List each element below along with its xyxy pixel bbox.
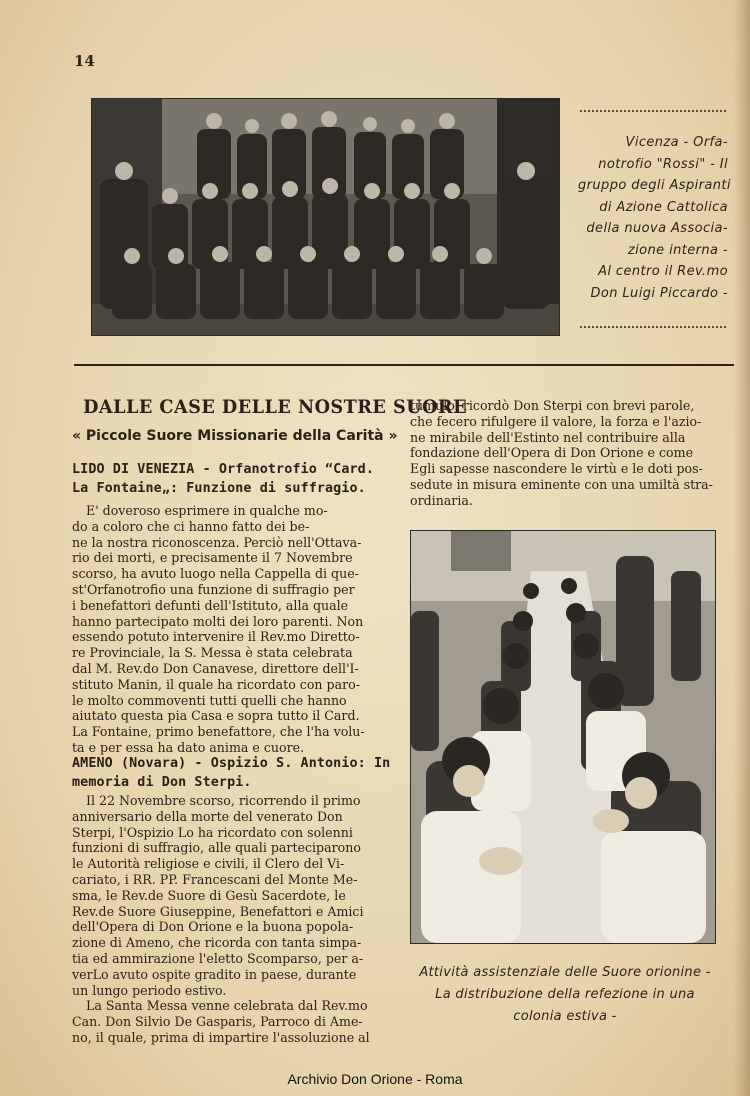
text-line: le Autorità religiose e civili, il Clero del Vi-	[72, 856, 345, 872]
meal-distribution-photo	[410, 530, 716, 944]
section-title: DALLE CASE DELLE NOSTRE SUORE	[83, 396, 468, 418]
caption-line: della nuova Associa-	[586, 221, 728, 236]
text-line: Il 22 Novembre scorso, ricorrendo il primo	[86, 793, 361, 808]
text-line: zione di Ameno, che ricorda con tanta simpa-	[72, 935, 362, 951]
text-line: Rev.de Suore Giuseppine, Benefattori e Amici	[72, 903, 364, 919]
text-line: un lungo periodo estivo.	[72, 982, 227, 998]
text-line: ne mirabile dell'Estinto nel contribuire alla	[410, 429, 686, 445]
caption-line: Vicenza - Orfa-	[625, 135, 728, 150]
text-line: st'Orfanotrofio una funzione di suffragio per	[72, 581, 355, 597]
text-line: ne la nostra riconoscenza. Perciò nell'Ottava-	[72, 534, 362, 550]
text-line: La Santa Messa venne celebrata dal Rev.mo	[86, 998, 368, 1014]
text-line: dell'Opera di Don Orione e la buona popola-	[72, 919, 354, 935]
article-heading-lido	[72, 460, 392, 498]
caption-line: La distribuzione della refezione in una	[435, 987, 695, 1002]
section-divider	[74, 364, 734, 366]
text-line: ta e per essa ha dato anima e cuore.	[72, 739, 305, 755]
group-photo-aspiranti	[91, 98, 560, 336]
caption-line: Attività assistenziale delle Suore orionine -	[419, 965, 711, 980]
text-line: sedute in misura eminente con una umiltà stra-	[410, 476, 713, 492]
heading-line: LIDO DI VENEZIA - Orfanotrofio “Card.	[72, 462, 374, 477]
caption-top-rule-upper	[580, 110, 726, 112]
heading-line: AMENO (Novara) - Ospizio S. Antonio: In	[72, 756, 391, 771]
text-line: re Provinciale, la S. Messa è stata celebrata	[72, 645, 353, 661]
heading-line: memoria di Don Sterpi.	[72, 775, 252, 790]
text-line: hanno partecipato molti dei loro parenti. Non	[72, 613, 364, 629]
text-line: La Fontaine, primo benefattore, che l'ha volu-	[72, 724, 365, 740]
text-line: tumulo, ricordò Don Sterpi con brevi parole,	[410, 398, 695, 413]
text-line: le molto commoventi tutti quelli che hanno	[72, 692, 347, 708]
caption-line: zione interna -	[627, 242, 728, 258]
archive-footer: Archivio Don Orione - Roma	[287, 1071, 463, 1087]
article-body-ameno-continued	[410, 398, 728, 509]
text-line: aiutato questa pia Casa e sopra tutto il Card.	[72, 708, 360, 724]
caption-line: notrofio "Rossi" - Il	[598, 156, 728, 172]
text-line: essendo potuto intervenire il Rev.mo Diretto-	[72, 629, 360, 645]
text-line: tia ed ammirazione l'eletto Scomparso, per a-	[72, 950, 364, 966]
text-line: E' doveroso esprimere in qualche mo-	[86, 503, 328, 518]
top-photo-caption	[578, 132, 731, 304]
text-line: Egli sapesse nascondere le virtù e le doti pos-	[410, 461, 703, 477]
text-line: verLo avuto ospite gradito in paese, durante	[72, 966, 357, 982]
text-line: cariato, i RR. PP. Francescani del Monte Me-	[72, 871, 358, 887]
text-line: stituto Manin, il quale ha ricordato con paro-	[72, 676, 360, 692]
caption-line: Don Luigi Piccardo -	[590, 285, 728, 301]
article-body-lido	[72, 503, 392, 756]
text-line: dal M. Rev.do Don Canavese, direttore dell'I-	[72, 660, 359, 676]
text-line: rio dei morti, e precisamente il 7 Novembre	[72, 550, 353, 566]
section-subtitle: « Piccole Suore Missionarie della Carità »	[72, 428, 398, 444]
caption-line: colonia estiva -	[513, 1009, 617, 1024]
article-heading-ameno	[72, 754, 392, 792]
page-edge-shadow	[734, 0, 750, 1096]
article-body-ameno	[72, 793, 392, 1046]
text-line: ordinaria.	[410, 492, 473, 508]
text-line: sma, le Rev.de Suore di Gesù Sacerdote, le	[72, 887, 346, 903]
text-line: i benefattori defunti dell'Istituto, alla quale	[72, 597, 349, 613]
text-line: Sterpi, l'Ospizio Lo ha ricordato con solenni	[72, 824, 353, 840]
caption-top-rule-lower	[580, 326, 726, 328]
text-line: fondazione dell'Opera di Don Orione e come	[410, 445, 694, 461]
text-line: no, il quale, prima di impartire l'assoluzione al	[72, 1029, 370, 1045]
text-line: Can. Don Silvio De Gasparis, Parroco di Ame-	[72, 1014, 363, 1030]
text-line: funzioni di suffragio, alle quali parteciparono	[72, 840, 361, 856]
caption-line: gruppo degli Aspiranti	[578, 178, 731, 193]
heading-line: La Fontaine„: Funzione di suffragio.	[72, 481, 366, 496]
page-number: 14	[74, 52, 95, 70]
text-line: scorso, ha avuto luogo nella Cappella di que-	[72, 566, 359, 582]
caption-line: Al centro il Rev.mo	[598, 264, 728, 279]
text-line: do a coloro che ci hanno fatto dei be-	[72, 518, 310, 534]
bottom-photo-caption	[400, 962, 730, 1028]
caption-line: di Azione Cattolica	[599, 199, 728, 215]
text-line: che fecero rifulgere il valore, la forza e l'azio-	[410, 413, 702, 429]
text-line: anniversario della morte del venerato Don	[72, 808, 343, 824]
